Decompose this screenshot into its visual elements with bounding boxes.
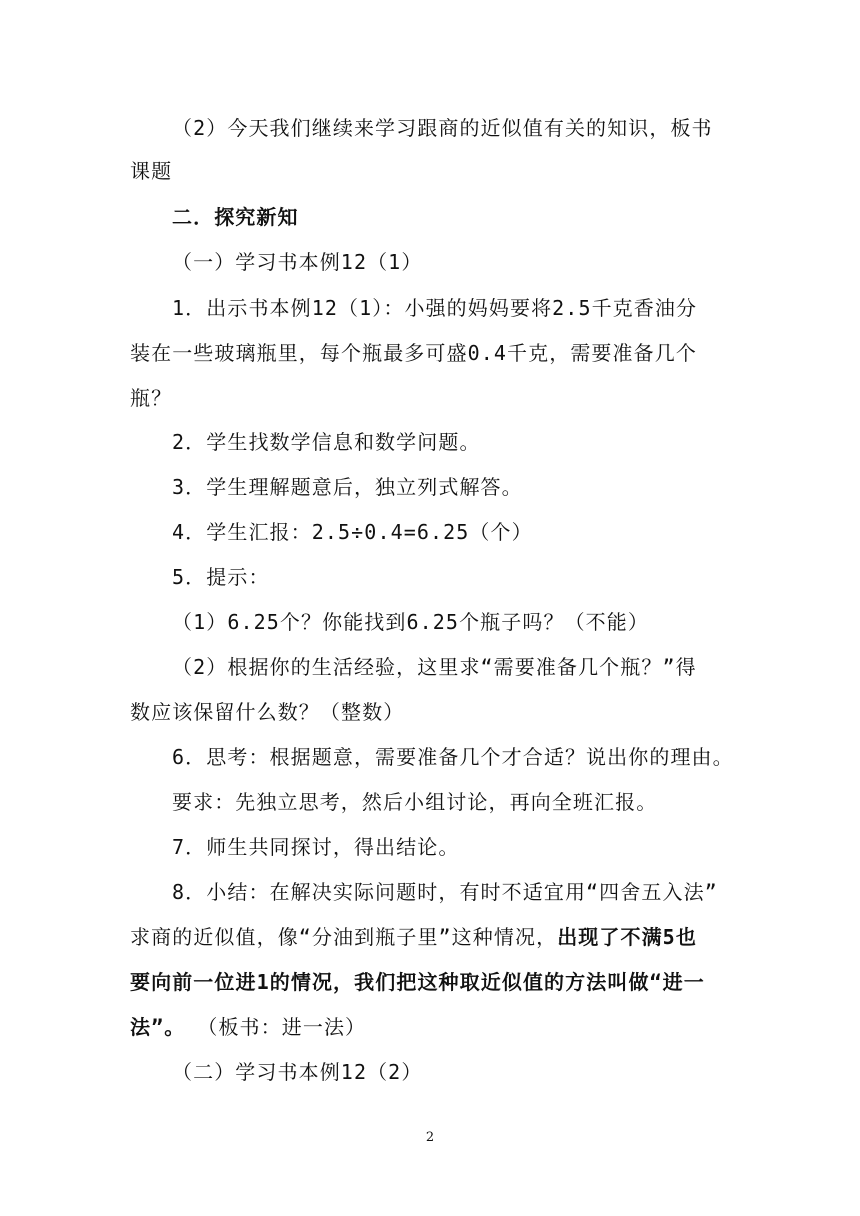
subsection-heading: （一）学习书本例12（1）	[172, 250, 423, 274]
paragraph-line	[130, 923, 697, 951]
bold-text: 出现了不满5也	[557, 925, 697, 949]
paragraph-line: 5．提示：	[172, 565, 270, 589]
paragraph-line: （2）根据你的生活经验，这里求“需要准备几个瓶？”得	[172, 655, 697, 679]
paragraph-line: 装在一些玻璃瓶里，每个瓶最多可盛0.4千克，需要准备几个	[130, 341, 697, 365]
bold-text: 法”。	[130, 1015, 186, 1039]
section-heading: 二．探究新知	[172, 205, 299, 229]
paragraph-line: 瓶？	[130, 386, 173, 410]
paragraph-line: 课题	[130, 159, 173, 183]
normal-text: （板书：进一法）	[207, 1015, 367, 1039]
paragraph-line: 8．小结：在解决实际问题时，有时不适宜用“四舍五入法”	[172, 880, 718, 904]
paragraph-line: 7．师生共同探讨，得出结论。	[172, 835, 460, 859]
paragraph-line: （1）6.25个？你能找到6.25个瓶子吗？（不能）	[172, 610, 649, 634]
paragraph-line	[130, 1013, 366, 1041]
paragraph-line: 3．学生理解题意后，独立列式解答。	[172, 475, 523, 499]
paragraph-line: （2）今天我们继续来学习跟商的近似值有关的知识，板书	[172, 116, 713, 140]
paragraph-line: 1．出示书本例12（1）：小强的妈妈要将2.5千克香油分	[172, 296, 698, 320]
page-number: 2	[425, 1130, 435, 1145]
paragraph-line: 要求：先独立思考，然后小组讨论，再向全班汇报。	[172, 790, 658, 814]
paragraph-line: 2．学生找数学信息和数学问题。	[172, 430, 481, 454]
subsection-heading: （二）学习书本例12（2）	[172, 1060, 423, 1084]
normal-text: 求商的近似值，像“分油到瓶子里”这种情况，	[130, 925, 558, 949]
paragraph-line: 数应该保留什么数？（整数）	[130, 700, 405, 724]
paragraph-line: 6．思考：根据题意，需要准备几个才合适？说出你的理由。	[172, 745, 734, 769]
paragraph-line: 4．学生汇报：2.5÷0.4=6.25（个）	[172, 520, 533, 544]
bold-line: 要向前一位进1的情况，我们把这种取近似值的方法叫做“进一	[130, 970, 705, 994]
